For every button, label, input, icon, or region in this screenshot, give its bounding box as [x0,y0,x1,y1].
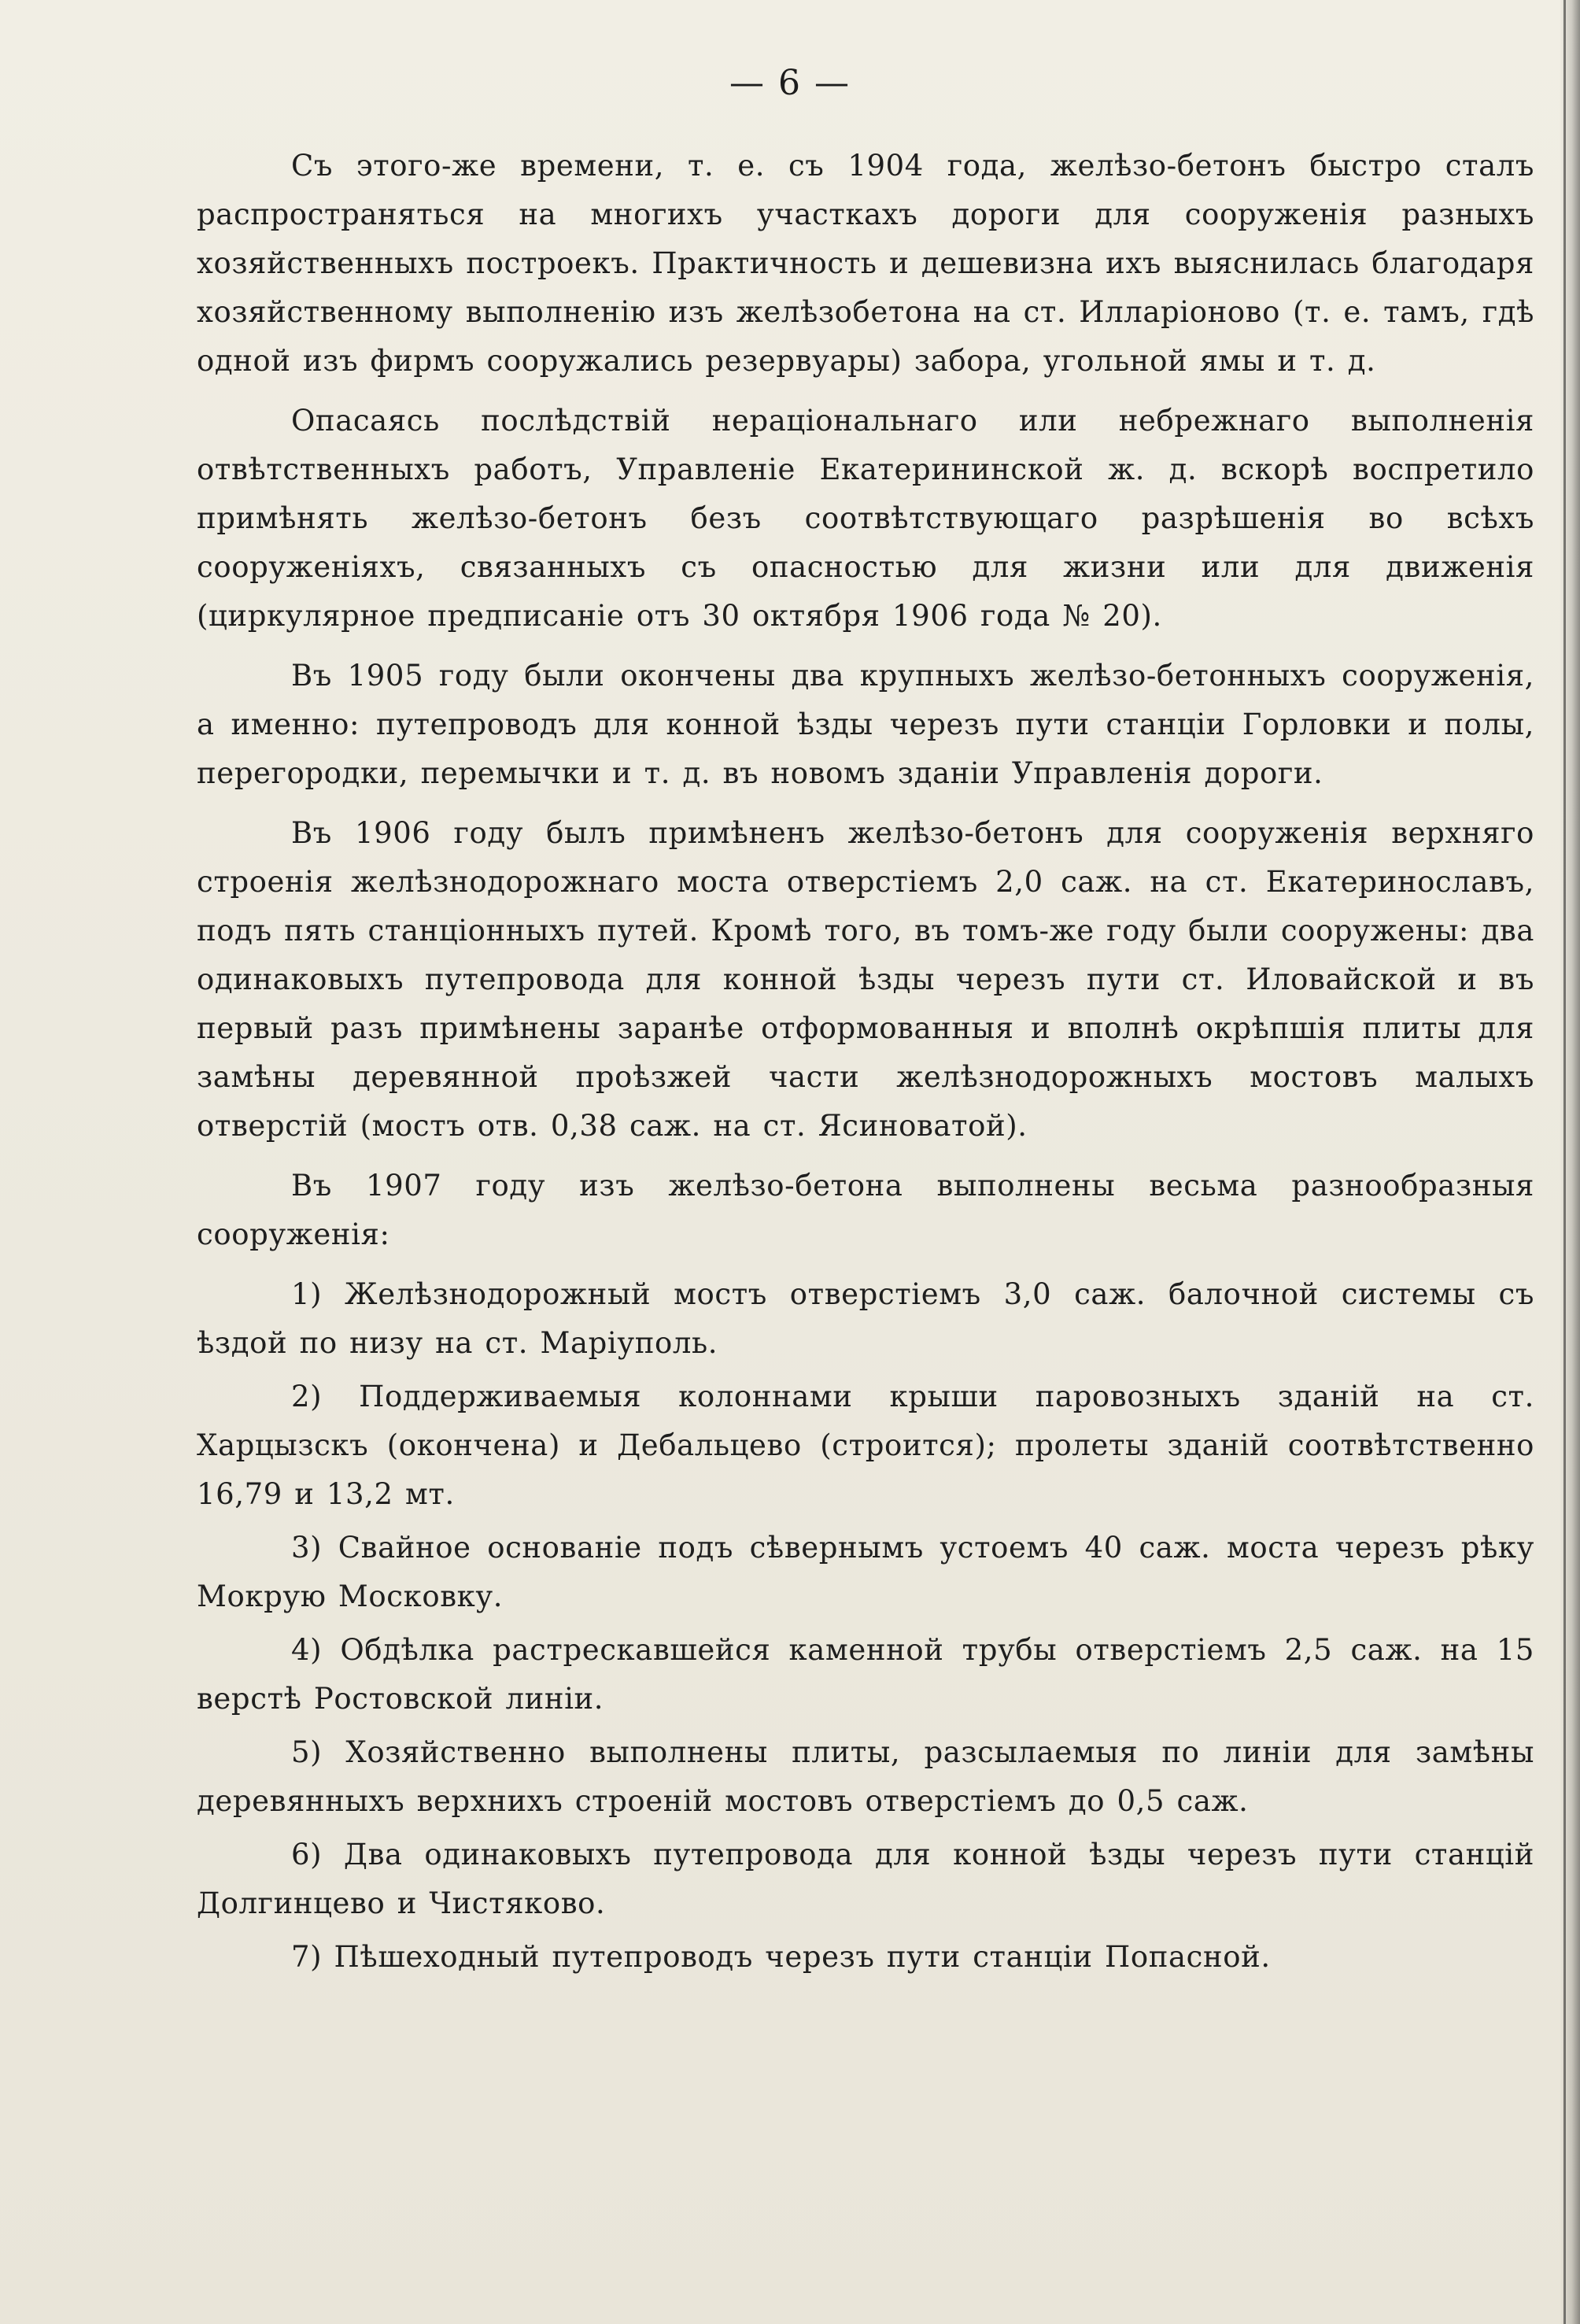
list-item: 3) Свайное основаніе подъ сѣвернымъ устоемъ 40 саж. моста черезъ рѣку Мокрую Московку. [197,1531,1534,1613]
paragraph: Съ этого-же времени, т. е. съ 1904 года, желѣзо-бетонъ быстро сталъ распространяться на многихъ участкахъ дороги для сооруженія разныхъ хозяйственныхъ построекъ. Практичность и дешевизна ихъ выяснилась благодаря хозяйственному выполненію изъ желѣзобетона на ст. Илларіоново (т. е. тамъ, гдѣ одной изъ фирмъ сооружались резервуары) забора, угольной ямы и т. д. [197,149,1534,378]
page-number: — 6 — [729,63,851,103]
paragraph: Опасаясь послѣдствій нераціональнаго или небрежнаго выполненія отвѣтственныхъ работъ, Управленіе Екатерининской ж. д. вскорѣ воспретило примѣнять желѣзо-бетонъ безъ соотвѣтствующаго разрѣшенія во всѣхъ сооруженіяхъ, связанныхъ съ опасностью для жизни или для движенія (циркулярное предписаніе отъ 30 октября 1906 года № 20). [197,404,1534,633]
list-item: 1) Желѣзнодорожный мостъ отверстіемъ 3,0 саж. балочной системы съ ѣздой по низу на ст. Маріуполь. [197,1277,1534,1360]
paragraph: Въ 1905 году были окончены два крупныхъ желѣзо-бетонныхъ сооруженія, а именно: путепроводъ для конной ѣзды черезъ пути станціи Горловки и полы, перегородки, перемычки и т. д. въ новомъ зданіи Управленія дороги. [197,659,1534,790]
paragraph: Въ 1906 году былъ примѣненъ желѣзо-бетонъ для сооруженія верхняго строенія желѣзнодорожнаго моста отверстіемъ 2,0 саж. на ст. Екатеринославъ, подъ пять станціонныхъ путей. Кромѣ того, въ томъ-же году были сооружены: два одинаковыхъ путепровода для конной ѣзды черезъ пути ст. Иловайской и въ первый разъ примѣнены заранѣе отформованныя и вполнѣ окрѣпшія плиты для замѣны деревянной проѣзжей части желѣзнодорожныхъ мостовъ малыхъ отверстій (мостъ отв. 0,38 саж. на ст. Ясиноватой). [197,816,1534,1143]
paragraph: Въ 1907 году изъ желѣзо-бетона выполнены весьма разнообразныя сооруженія: [197,1169,1534,1251]
body-text [197,142,1534,1986]
page-edge-shadow [1560,0,1580,2324]
list-item: 4) Обдѣлка растрескавшейся каменной трубы отверстіемъ 2,5 саж. на 15 верстѣ Ростовской линіи. [197,1633,1534,1716]
list-item: 2) Поддерживаемыя колоннами крыши паровозныхъ зданій на ст. Харцызскъ (окончена) и Дебальцево (строится); пролеты зданій соотвѣтственно 16,79 и 13,2 мт. [197,1380,1534,1511]
list-item: 6) Два одинаковыхъ путепровода для конной ѣзды черезъ пути станцій Долгинцево и Чистяково. [197,1838,1534,1920]
list-item: 7) Пѣшеходный путепроводъ черезъ пути станціи Попасной. [291,1940,1271,1974]
list-item: 5) Хозяйственно выполнены плиты, разсылаемыя по линіи для замѣны деревянныхъ верхнихъ строеній мостовъ отверстіемъ до 0,5 саж. [197,1735,1534,1818]
page-edge-line [1563,0,1566,2324]
